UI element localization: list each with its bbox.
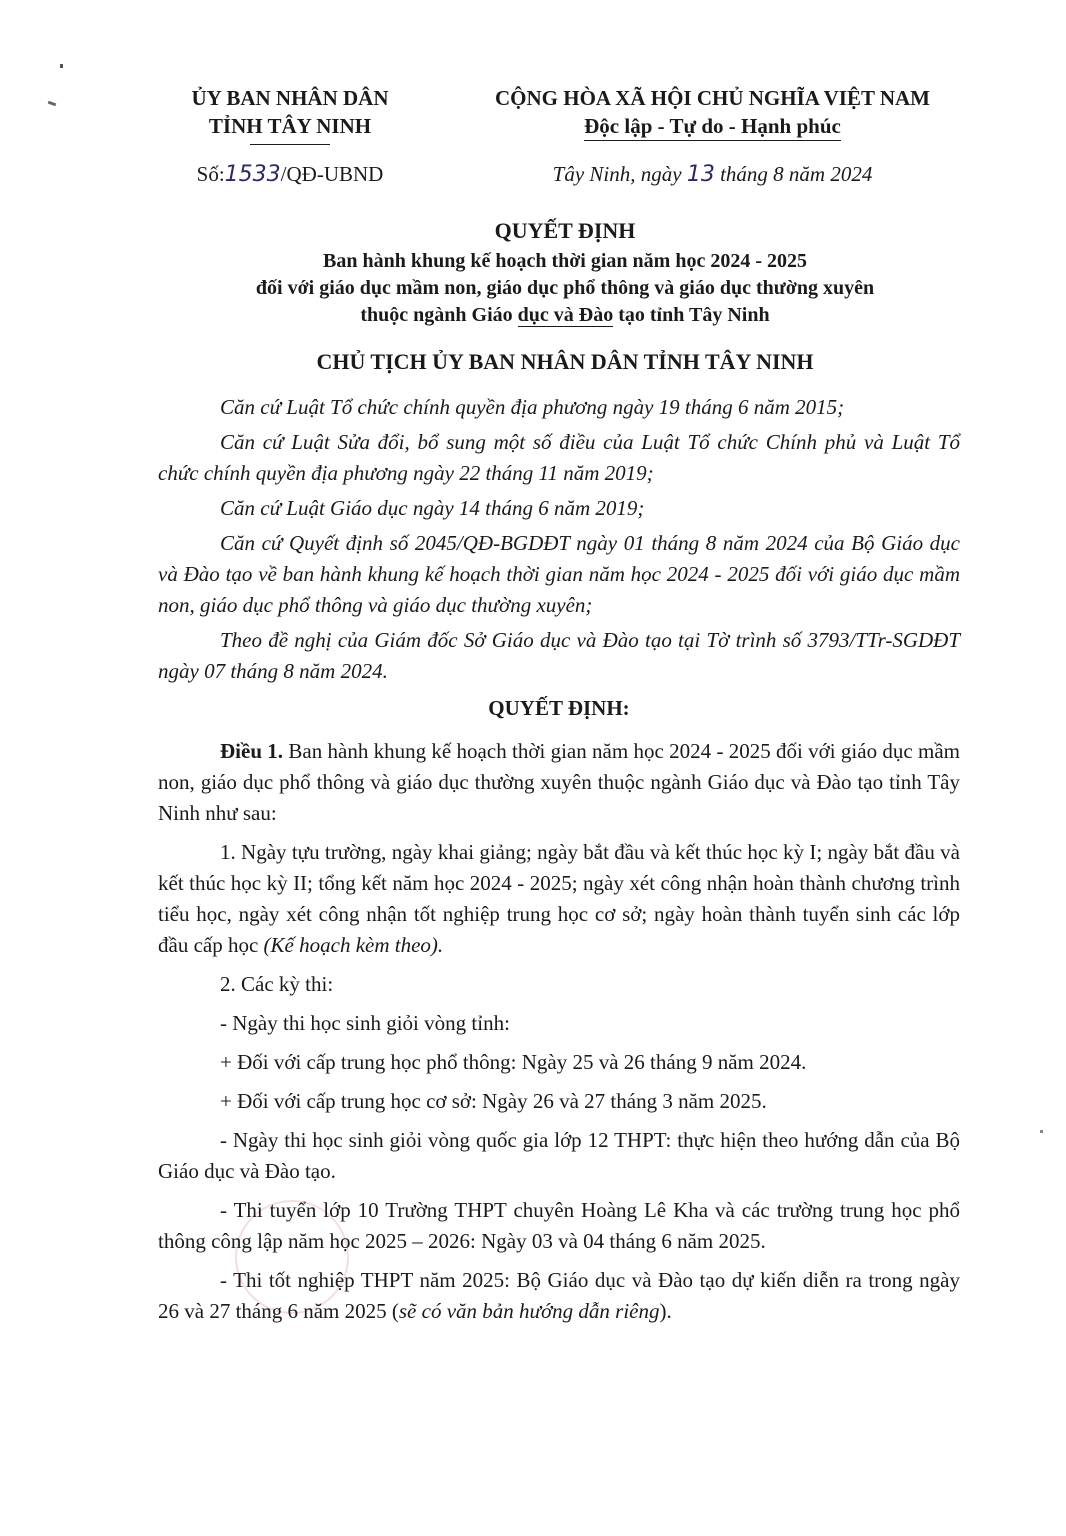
- scan-speck: [1040, 1130, 1043, 1133]
- org-underline: [250, 144, 330, 145]
- article-1-text: Ban hành khung kế hoạch thời gian năm học 2024 - 2025 đối với giáo dục mầm non, giáo dục phổ thông và giáo dục thường xuyên thuộc ngành Giáo dục và Đào tạo tỉnh Tây Ninh như sau:: [158, 739, 961, 825]
- document-body: [158, 392, 960, 1335]
- article-1-label: Điều 1.: [220, 739, 284, 763]
- document-date: [455, 162, 970, 187]
- doc-no-prefix: Số:: [196, 162, 225, 186]
- exam-grad-italic: sẽ có văn bản hướng dẫn riêng: [398, 1299, 660, 1323]
- preamble-item: Theo đề nghị của Giám đốc Sở Giáo dục và Đào tạo tại Tờ trình số 3793/TTr-SGDĐT ngày 07 tháng 8 năm 2024.: [158, 628, 960, 683]
- subtitle-3a: thuộc ngành Giáo: [360, 304, 518, 326]
- date-prefix: Tây Ninh, ngày: [552, 162, 687, 186]
- issuing-org-line2: TỈNH TÂY NINH: [208, 114, 372, 138]
- scan-speck: [60, 64, 63, 68]
- national-title: CỘNG HÒA XÃ HỘI CHỦ NGHĨA VIỆT NAM: [494, 86, 931, 110]
- item-1-italic: (Kế hoạch kèm theo).: [263, 933, 444, 957]
- preamble-item: Căn cứ Luật Sửa đổi, bổ sung một số điều của Luật Tổ chức Chính phủ và Luật Tổ chức chính quyền địa phương ngày 22 tháng 11 năm 2019;: [158, 430, 960, 485]
- document-titles: [150, 218, 980, 375]
- decision-title: QUYẾT ĐỊNH: [494, 218, 636, 243]
- article-1-item-1: [158, 837, 960, 961]
- item-1-text: 1. Ngày tựu trường, ngày khai giảng; ngày bắt đầu và kết thúc học kỳ I; ngày bắt đầu và kết thúc học kỳ II; tổng kết năm học 2024 - 2025; ngày xét công nhận hoàn thành chương trình tiểu học, ngày xét công nhận tốt nghiệp trung học cơ sở; ngày hoàn thành tuyển sinh các lớp đầu cấp học: [158, 840, 960, 957]
- date-day-handwritten: 13: [686, 162, 715, 187]
- decision-heading: QUYẾT ĐỊNH:: [488, 696, 630, 720]
- article-1: [158, 736, 960, 829]
- exam-grad-end: ).: [659, 1299, 672, 1323]
- exam-national: - Ngày thi học sinh giỏi vòng quốc gia lớp 12 THPT: thực hiện theo hướng dẫn của Bộ Giáo dục và Đào tạo.: [158, 1128, 960, 1183]
- exam-high-school: + Đối với cấp trung học phổ thông: Ngày 25 và 26 tháng 9 năm 2024.: [220, 1050, 807, 1074]
- issuing-org-line1: ỦY BAN NHÂN DÂN: [191, 86, 389, 110]
- exam-middle-school: + Đối với cấp trung học cơ sở: Ngày 26 và 27 tháng 3 năm 2025.: [220, 1089, 767, 1113]
- doc-no-handwritten: 1533: [224, 162, 281, 187]
- preamble-item: Căn cứ Luật Tổ chức chính quyền địa phương ngày 19 tháng 6 năm 2015;: [220, 395, 845, 419]
- decision-subtitle-3: [150, 302, 980, 329]
- article-1-item-2: 2. Các kỳ thi:: [220, 972, 334, 996]
- subtitle-3b: dục và Đào: [517, 304, 614, 326]
- national-motto-text: Độc lập - Tự do - Hạnh phúc: [584, 114, 841, 141]
- exam-provincial: - Ngày thi học sinh giỏi vòng tỉnh:: [220, 1011, 510, 1035]
- preamble-item: Căn cứ Luật Giáo dục ngày 14 tháng 6 năm 2019;: [220, 496, 645, 520]
- document-header: [0, 82, 1066, 202]
- national-motto: [455, 114, 970, 139]
- exam-grade-10: - Thi tuyển lớp 10 Trường THPT chuyên Hoàng Lê Kha và các trường trung học phổ thông công lập năm học 2025 – 2026: Ngày 03 và 04 tháng 6 năm 2025.: [158, 1198, 960, 1253]
- decision-subtitle-2: đối với giáo dục mầm non, giáo dục phổ thông và giáo dục thường xuyên: [255, 277, 875, 299]
- exam-grad-text: - Thi tốt nghiệp THPT năm 2025: Bộ Giáo dục và Đào tạo dự kiến diễn ra trong ngày 26 và 27 tháng 6 năm 2025 (: [158, 1268, 960, 1323]
- doc-no-suffix: /QĐ-UBND: [280, 162, 384, 186]
- document-number: [150, 162, 430, 187]
- subtitle-3c: tạo tỉnh Tây Ninh: [613, 304, 770, 326]
- chairman-heading: CHỦ TỊCH ỦY BAN NHÂN DÂN TỈNH TÂY NINH: [316, 349, 814, 374]
- preamble-item: Căn cứ Quyết định số 2045/QĐ-BGDĐT ngày 01 tháng 8 năm 2024 của Bộ Giáo dục và Đào tạo về ban hành khung kế hoạch thời gian năm học 2024 - 2025 đối với giáo dục mầm non, giáo dục phổ thông và giáo dục thường xuyên;: [158, 531, 960, 617]
- decision-subtitle-1: Ban hành khung kế hoạch thời gian năm học 2024 - 2025: [323, 250, 807, 272]
- date-suffix: tháng 8 năm 2024: [714, 162, 873, 186]
- exam-graduation: [158, 1265, 960, 1327]
